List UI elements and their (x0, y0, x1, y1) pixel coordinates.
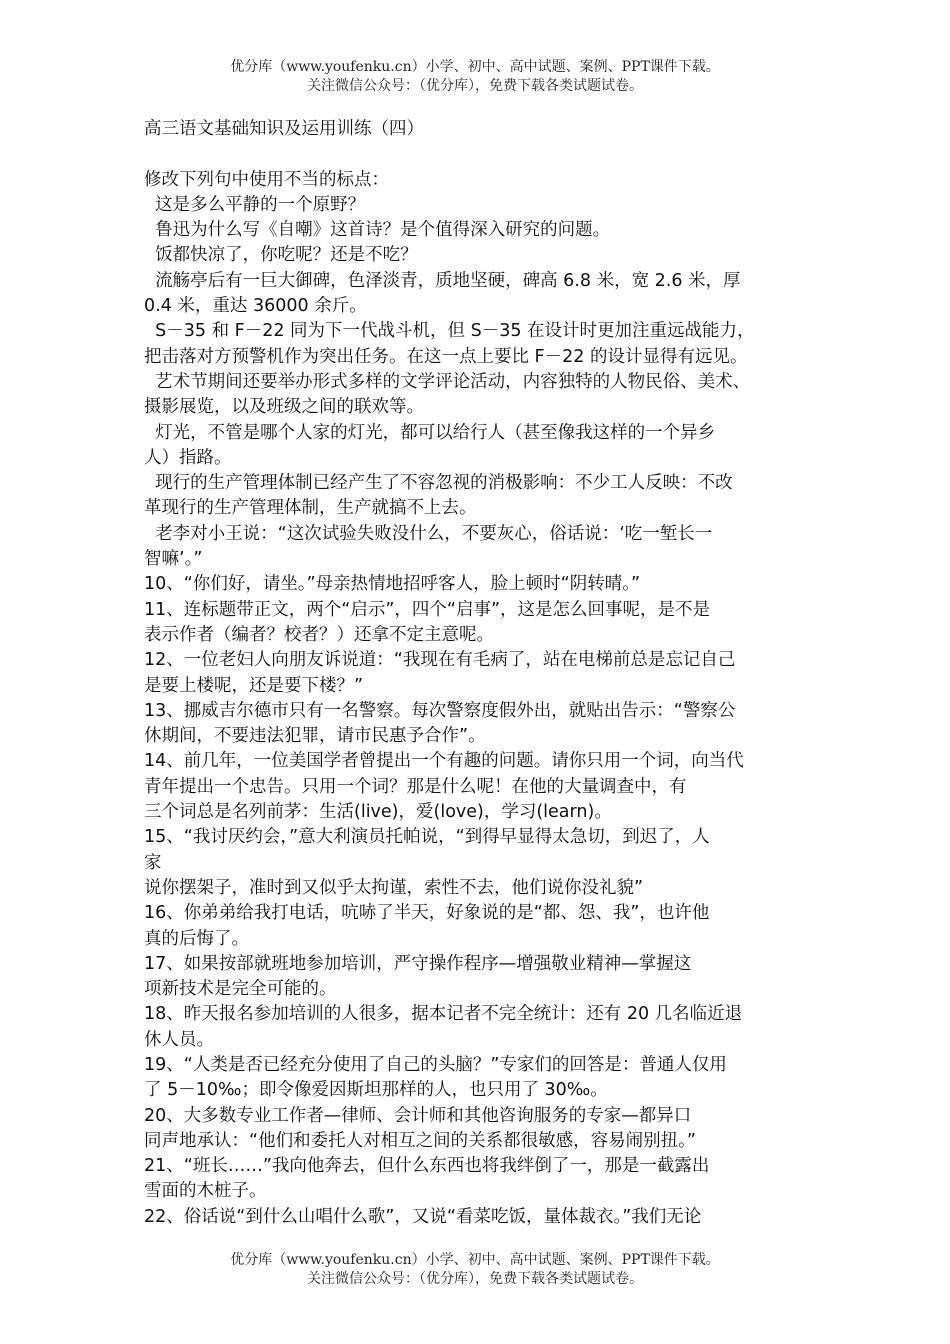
text-line: 10、“你们好，请坐。”母亲热情地招呼客人，脸上顿时“阴转晴。” (144, 574, 641, 595)
text-line: 把击落对方预警机作为突出任务。在这一点上要比 F－22 的设计显得有远见。 (144, 346, 748, 367)
text-line: 说你摆架子，准时到又似乎太拘谨，索性不去，他们说你没礼貌” (144, 877, 644, 898)
text-line: 12、一位老妇人向朋友诉说道：“我现在有毛病了，站在电梯前总是忘记自己 (144, 650, 736, 671)
document-body (144, 117, 806, 1230)
text-line: 青年提出一个忠告。只用一个词？那是什么呢！在他的大量调查中，有 (144, 776, 687, 797)
text-line: 休人员。 (144, 1029, 214, 1050)
text-line: 修改下列句中使用不当的标点： (144, 169, 389, 190)
text-line: 21、“班长……”我向他奔去，但什么东西也将我绊倒了一，那是一截露出 (144, 1156, 710, 1177)
text-line: 19、“人类是否已经充分使用了自己的头脑？”专家们的回答是：普通人仅用 (144, 1054, 727, 1075)
text-line: 16、你弟弟给我打电话，吭哧了半天，好象说的是“都、怨、我”，也许他 (144, 903, 710, 924)
text-line: 鲁迅为什么写《自嘲》这首诗？是个值得深入研究的问题。 (144, 220, 611, 241)
text-line: 革现行的生产管理体制，生产就搞不上去。 (144, 498, 477, 519)
text-line: 家 (144, 852, 162, 873)
document-title: 高三语文基础知识及运用训练（四） (144, 119, 424, 139)
text-line: S－35 和 F－22 同为下一代战斗机，但 S－35 在设计时更加注重远战能力， (144, 321, 755, 342)
text-line: 真的后悔了。 (144, 928, 249, 949)
text-line: 0.4 米，重达 36000 余斤。 (144, 296, 367, 317)
header-line-1: 优分库（www.youfenku.cn）小学、初中、高中试题、案例、PPT课件下载。 (230, 59, 720, 75)
text-line: 三个词总是名列前茅：生活(live)，爱(love)，学习(learn)。 (144, 802, 612, 823)
footer-line-1: 优分库（www.youfenku.cn）小学、初中、高中试题、案例、PPT课件下载。 (230, 1252, 720, 1268)
text-line: 智嘛’。” (144, 549, 203, 570)
text-line: 现行的生产管理体制已经产生了不容忽视的消极影响：不少工人反映：不改 (144, 473, 733, 494)
text-line: 项新技术是完全可能的。 (144, 979, 337, 1000)
text-line: 14、前几年，一位美国学者曾提出一个有趣的问题。请你只用一个词，向当代 (144, 751, 744, 772)
text-line: 是要上楼呢，还是要下楼？” (144, 675, 364, 696)
page-footer-banner (0, 1251, 950, 1289)
text-line: 了 5－10‰；即令像爱因斯坦那样的人，也只用了 30‰。 (144, 1080, 608, 1101)
page-header-banner (0, 58, 950, 96)
document-lines (144, 168, 806, 1230)
text-line: 摄影展览，以及班级之间的联欢等。 (144, 397, 424, 418)
text-line: 20、大多数专业工作者—律师、会计师和其他咨询服务的专家—都异口 (144, 1105, 692, 1126)
text-line: 同声地承认：“他们和委托人对相互之间的关系都很敏感，容易闹别扭。” (144, 1130, 696, 1151)
text-line: 人）指路。 (144, 447, 232, 468)
text-line: 流觞亭后有一巨大御碑，色泽淡青，质地坚硬，碑高 6.8 米，宽 2.6 米，厚 (144, 270, 741, 291)
text-line: 11、连标题带正文，两个“启示”，四个“启事”，这是怎么回事呢，是不是 (144, 599, 711, 620)
text-line: 17、如果按部就班地参加培训，严守操作程序—增强敬业精神—掌握这 (144, 953, 692, 974)
text-line: 13、挪威吉尔德市只有一名警察。每次警察度假外出，就贴出告示：“警察公 (144, 700, 736, 721)
text-line: 18、昨天报名参加培训的人很多，据本记者不完全统计：还有 20 几名临近退 (144, 1004, 743, 1025)
text-line: 这是多么平静的一个原野？ (144, 194, 366, 215)
footer-line-2: 关注微信公众号：（优分库），免费下载各类试题试卷。 (307, 1271, 643, 1287)
text-line: 雪面的木桩子。 (144, 1181, 267, 1202)
text-line: 饭都快凉了，你吃呢？还是不吃？ (144, 245, 418, 266)
text-line: 老李对小王说：“这次试验失败没什么，不要灰心，俗话说：‘吃一堑长一 (144, 523, 713, 544)
header-line-2: 关注微信公众号：（优分库），免费下载各类试题试卷。 (307, 78, 643, 94)
text-line: 艺术节期间还要举办形式多样的文学评论活动，内容独特的人物民俗、美术、 (144, 371, 751, 392)
text-line: 灯光，不管是哪个人家的灯光，都可以给行人（甚至像我这样的一个异乡 (144, 422, 716, 443)
text-line: 15、“我讨厌约会，”意大利演员托帕说，“到得早显得太急切，到迟了，人 (144, 827, 710, 848)
text-line: 表示作者（编者？校者？）还拿不定主意呢。 (144, 624, 494, 645)
text-line: 22、俗话说“到什么山唱什么歌”，又说“看菜吃饭，量体裁衣。”我们无论 (144, 1206, 702, 1227)
text-line: 休期间，不要违法犯罪，请市民惠予合作”。 (144, 726, 486, 747)
